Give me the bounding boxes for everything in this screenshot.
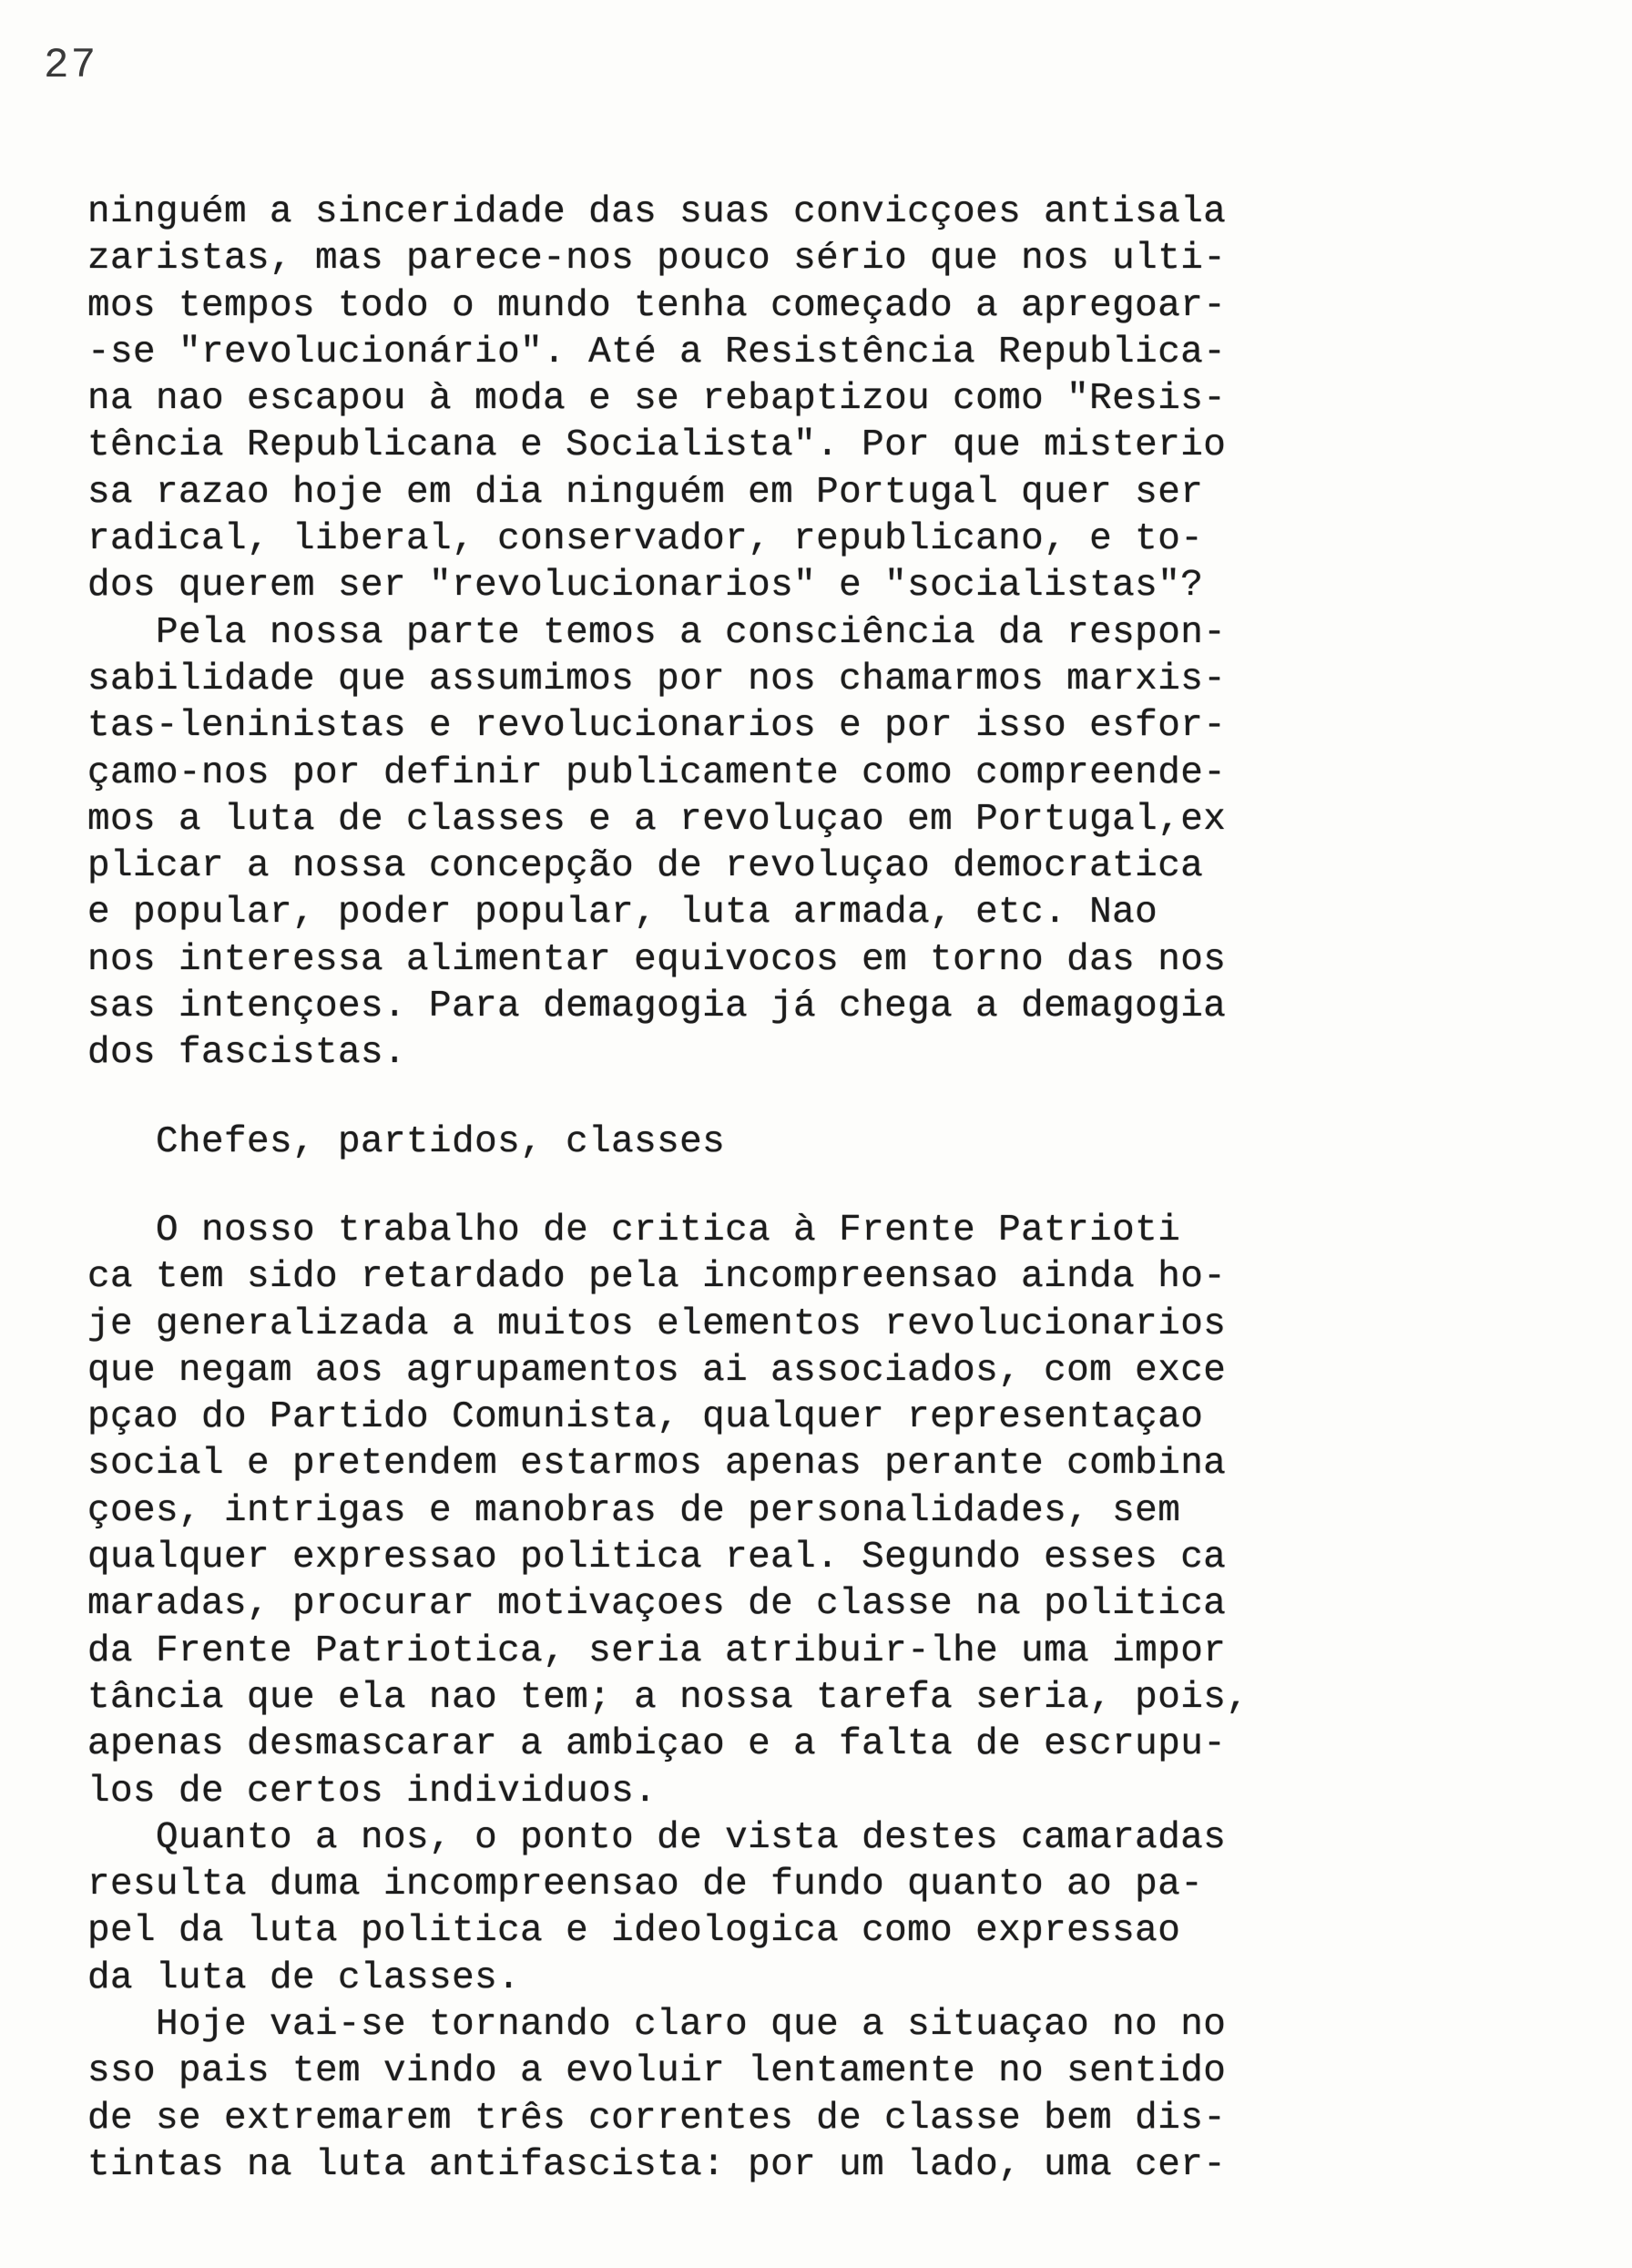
paragraph	[87, 1815, 1508, 2002]
text-line: çoes, intrigas e manobras de personalidades, sem	[87, 1489, 1181, 1532]
text-line: -se "revolucionário". Até a Resistência Republica-	[87, 331, 1227, 373]
text-line: tas-leninistas e revolucionarios e por isso esfor-	[87, 705, 1227, 748]
paragraph	[87, 2002, 1508, 2189]
text-line: tência Republicana e Socialista". Por que misterio	[87, 424, 1227, 467]
text-line: ninguém a sinceridade das suas convicçoes antisala	[87, 191, 1227, 233]
text-line: mos tempos todo o mundo tenha começado a apregoar-	[87, 284, 1227, 327]
text-line: çamo-nos por definir publicamente como compreende-	[87, 751, 1227, 794]
text-line: sso pais tem vindo a evoluir lentamente no sentido	[87, 2050, 1227, 2093]
text-line: Hoje vai-se tornando claro que a situaçao no no	[87, 2003, 1227, 2046]
text-line: Pela nossa parte temos a consciência da respon-	[87, 611, 1227, 654]
text-line: O nosso trabalho de critica à Frente Patrioti	[87, 1209, 1181, 1251]
text-line: pel da luta politica e ideologica como expressao	[87, 1910, 1181, 1953]
paragraph	[87, 1208, 1508, 1815]
text-line: apenas desmascarar a ambiçao e a falta de escrupu-	[87, 1723, 1227, 1766]
text-line: na nao escapou à moda e se rebaptizou como "Resis-	[87, 378, 1227, 421]
text-line: de se extremarem três correntes de classe bem dis-	[87, 2097, 1227, 2140]
text-line: los de certos individuos.	[87, 1770, 658, 1813]
page-number: 27	[44, 42, 98, 89]
text-line: nos interessa alimentar equivocos em torno das nos	[87, 938, 1227, 981]
text-line: plicar a nossa concepção de revoluçao democratica	[87, 845, 1204, 888]
text-line: da luta de classes.	[87, 1956, 521, 1999]
text-line: sa razao hoje em dia ninguém em Portugal quer ser	[87, 471, 1204, 514]
text-line: mos a luta de classes e a revoluçao em Portugal,ex	[87, 798, 1227, 841]
text-line: maradas, procurar motivaçoes de classe na politica	[87, 1583, 1227, 1626]
text-line: qualquer expressao politica real. Segundo esses ca	[87, 1537, 1227, 1579]
spacer	[87, 1078, 1508, 1119]
text-line: tância que ela nao tem; a nossa tarefa seria, pois,	[87, 1676, 1250, 1719]
text-line: dos fascistas.	[87, 1032, 407, 1075]
text-line: Quanto a nos, o ponto de vista destes camaradas	[87, 1816, 1227, 1859]
body-text	[87, 189, 1508, 2189]
text-line: social e pretendem estarmos apenas perante combina	[87, 1443, 1227, 1486]
text-line: que negam aos agrupamentos ai associados, com exce	[87, 1349, 1227, 1392]
text-line: sas intençoes. Para demagogia já chega a demagogia	[87, 986, 1227, 1028]
paragraph	[87, 189, 1508, 610]
text-line: tintas na luta antifascista: por um lado, uma cer-	[87, 2143, 1227, 2186]
text-line: pçao do Partido Comunista, qualquer representaçao	[87, 1396, 1204, 1439]
text-line: ca tem sido retardado pela incompreensao ainda ho-	[87, 1256, 1227, 1299]
text-line: dos querem ser "revolucionarios" e "socialistas"?	[87, 565, 1204, 608]
text-line: sabilidade que assumimos por nos chamarmos marxis-	[87, 658, 1227, 700]
section-heading: Chefes, partidos, classes	[87, 1120, 726, 1163]
text-line: da Frente Patriotica, seria atribuir-lhe uma impor	[87, 1629, 1227, 1672]
text-line: je generalizada a muitos elementos revolucionarios	[87, 1303, 1227, 1345]
spacer	[87, 1166, 1508, 1208]
text-line: zaristas, mas parece-nos pouco sério que nos ulti-	[87, 238, 1227, 281]
text-line: e popular, poder popular, luta armada, etc. Nao	[87, 892, 1158, 935]
text-line: radical, liberal, conservador, republicano, e to-	[87, 518, 1204, 561]
paragraph	[87, 610, 1508, 1078]
text-line: resulta duma incompreensao de fundo quanto ao pa-	[87, 1864, 1204, 1906]
